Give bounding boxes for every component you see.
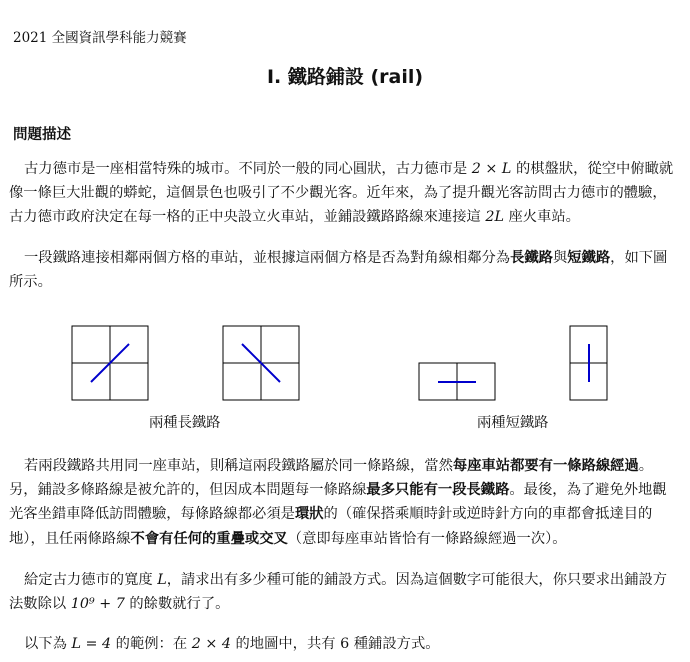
problem-title: I. 鐵路鋪設 (rail) — [266, 66, 424, 88]
section-heading: 問題描述 — [13, 127, 71, 143]
short-rail-diagram-1 — [419, 363, 495, 400]
long-rail-diagram-1 — [72, 326, 148, 400]
caption-long-rail: 兩種長鐵路 — [149, 415, 221, 431]
rail-diagrams — [0, 320, 690, 440]
paragraph-rules: 若兩段鐵路共用同一座車站，則稱這兩段鐵路屬於同一條路線，當然每座車站都要有一條路線經過。另，鋪設多條路線是被允許的，但因成本問題每一條路線最多只能有一段長鐵路。最後，為了避免外地觀光客坐錯車降低訪問體驗，每條路線都必須是環狀的（確保搭乘順時針或逆時針方向的車都會抵達目的地），且任兩條路線不會有任何的重疊或交叉（意即每座車站皆恰有一條路線經過一次）。 — [9, 458, 667, 547]
paragraph-example: 以下為 L = 4 的範例：在 2 × 4 的地圖中，共有 6 種鋪設方式。 — [24, 636, 440, 652]
short-rail-diagram-2 — [570, 326, 607, 400]
paragraph-rail-types: 一段鐵路連接相鄰兩個方格的車站，並根據這兩個方格是否為對角線相鄰分為長鐵路與短鐵路，如下圖所示。 — [9, 250, 668, 291]
paragraph-intro: 古力德市是一座相當特殊的城市。不同於一般的同心圓狀，古力德市是 2 × L 的棋盤狀，從空中俯瞰就像一條巨大壯觀的蟒蛇，這個景色也吸引了不少觀光客。近年來，為了提升觀光客訪問古力德市的體驗，古力德市政府決定在每一格的正中央設立火車站，並鋪設鐵路路線來連接這 2L 座火車站。 — [9, 161, 674, 226]
paragraph-task: 給定古力德市的寬度 L，請求出有多少種可能的鋪設方式。因為這個數字可能很大，你只要求出鋪設方法數除以 10⁹ + 7 的餘數就行了。 — [9, 572, 668, 613]
contest-header: 2021 全國資訊學科能力競賽 — [13, 30, 187, 46]
caption-short-rail: 兩種短鐵路 — [477, 415, 549, 431]
long-rail-diagram-2 — [223, 326, 299, 400]
